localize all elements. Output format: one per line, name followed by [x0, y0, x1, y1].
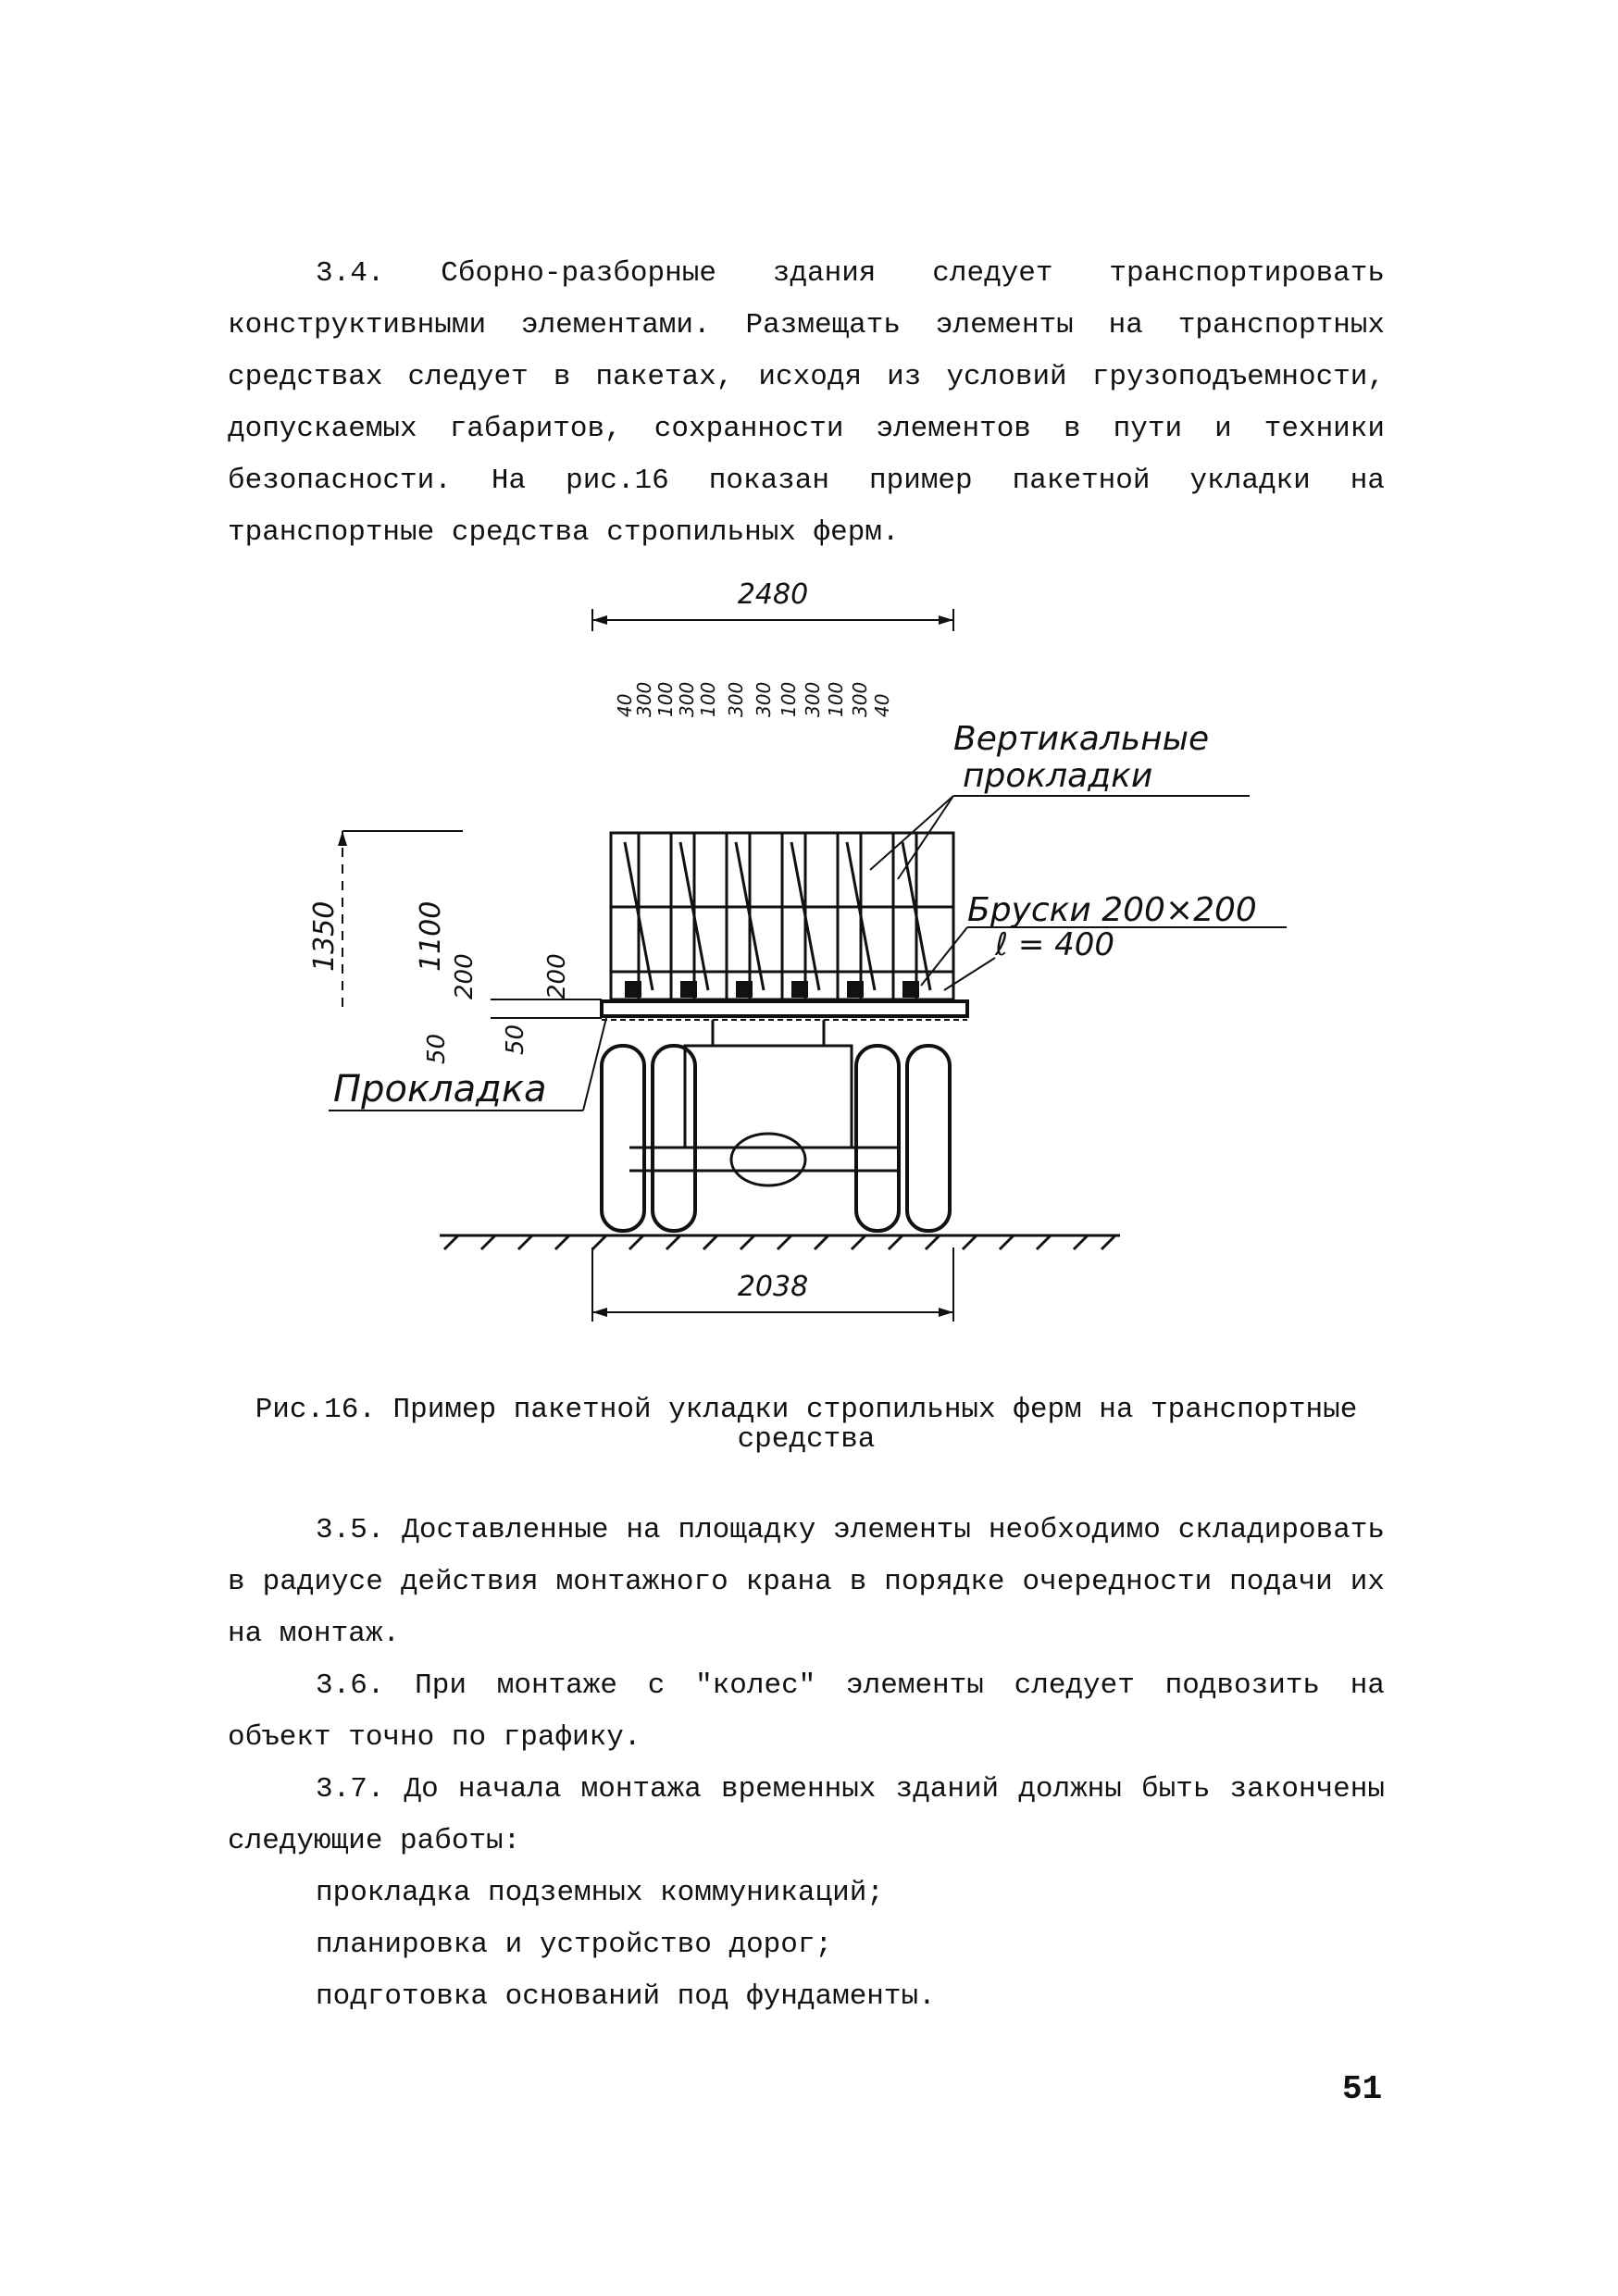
spacing-value: 300	[849, 681, 871, 717]
spacing-value: 300	[676, 681, 698, 717]
spacing-value: 100	[697, 681, 719, 717]
paragraph-3-5: 3.5. Доставленные на площадку элементы необходимо складировать в радиусе действия монтажного крана в порядке очередности подачи их на монтаж.	[228, 1514, 1385, 1650]
pad-label: Прокладка	[333, 1068, 547, 1111]
paragraph-3-6: 3.6. При монтаже с "колес" элементы следует подвозить на объект точно по графику.	[228, 1669, 1385, 1754]
dim-50-b: 50	[502, 1024, 529, 1055]
vertical-pads-label-2: прокладки	[963, 757, 1153, 795]
spacing-value: 300	[633, 681, 655, 717]
dim-50-a: 50	[423, 1033, 451, 1064]
spacing-value: 100	[778, 681, 800, 717]
list-item: прокладка подземных коммуникаций;	[316, 1877, 884, 1909]
truss-transport-figure	[305, 565, 1361, 1379]
list-item: подготовка оснований под фундаменты.	[316, 1980, 936, 2013]
top-width-label: 2480	[737, 578, 809, 611]
list-item: планировка и устройство дорог;	[316, 1929, 833, 1961]
truss-package	[611, 833, 953, 999]
spacing-value: 300	[802, 681, 824, 717]
figure-caption: Рис.16. Пример пакетной укладки стропильных ферм на транспортные средства	[255, 1394, 1358, 1456]
truck-platform	[602, 1001, 967, 1016]
spacing-values	[614, 682, 893, 717]
bars-label-1: Бруски 200×200	[967, 891, 1257, 929]
height-total-label: 1350	[308, 900, 341, 972]
bars-label-2: ℓ = 400	[995, 926, 1115, 963]
paragraph-3-7: 3.7. До начала монтажа временных зданий должны быть закончены следующие работы:	[228, 1773, 1385, 1857]
spacing-value: 300	[725, 681, 747, 717]
spacing-value: 40	[871, 693, 893, 717]
spacing-value: 300	[753, 681, 775, 717]
page-number: 51	[1342, 2070, 1383, 2108]
wheels	[602, 1046, 950, 1231]
vertical-pads-label-1: Вертикальные	[953, 720, 1210, 758]
spacing-value: 100	[654, 681, 677, 717]
paragraph-3-4: 3.4. Сборно-разборные здания следует транспортировать конструктивными элементами. Размещать элементы на транспортных средствах следует в пакетах, исходя из условий грузоподъемности, допускаемых габаритов, сохранности элементов в пути и техники безопасности. На рис.16 показан пример пакетной укладки на транспортные средства стропильных ферм.	[228, 257, 1385, 549]
dim-200-a: 200	[451, 953, 479, 999]
spacing-value: 100	[825, 681, 847, 717]
spacing-value: 40	[614, 693, 636, 717]
height-truss-label: 1100	[415, 900, 447, 972]
ground	[440, 1235, 1120, 1249]
dim-200-b: 200	[543, 953, 571, 999]
wheel-track-label: 2038	[737, 1271, 809, 1303]
